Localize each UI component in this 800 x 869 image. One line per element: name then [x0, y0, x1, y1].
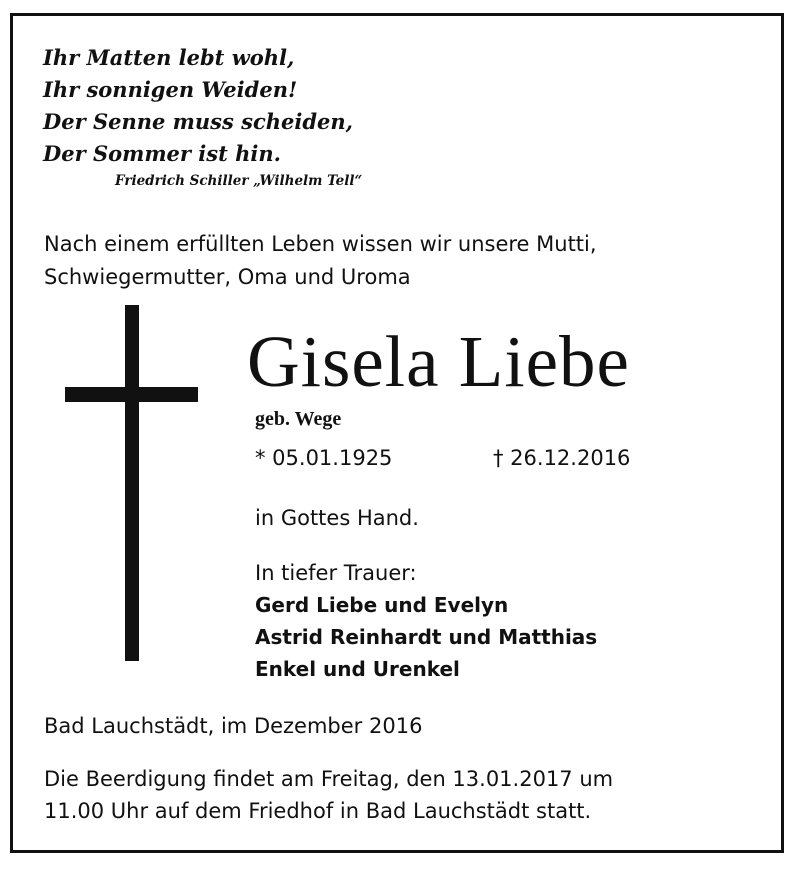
mourners-heading: In tiefer Trauer:	[255, 561, 417, 585]
intro-text	[44, 228, 597, 294]
poem-line: Ihr sonnigen Weiden!	[43, 77, 298, 102]
poem-line: Der Senne muss scheiden,	[43, 109, 353, 134]
poem-line: Der Sommer ist hin.	[43, 141, 281, 166]
mourner-name: Enkel und Urenkel	[255, 657, 460, 681]
mourner-name: Astrid Reinhardt und Matthias	[255, 625, 598, 649]
mourners	[255, 557, 597, 685]
poem-line: Ihr Matten lebt wohl,	[43, 45, 295, 70]
poem	[43, 42, 353, 170]
faith-line: in Gottes Hand.	[255, 506, 419, 530]
poem-attribution: Friedrich Schiller „Wilhelm Tell“	[115, 173, 363, 189]
funeral-line: 11.00 Uhr auf dem Friedhof in Bad Lauchstädt statt.	[44, 799, 592, 823]
deceased-name: Gisela Liebe	[247, 321, 630, 402]
birth-name: geb. Wege	[255, 408, 342, 430]
funeral-line: Die Beerdigung findet am Freitag, den 13.01.2017 um	[44, 767, 614, 791]
mourner-name: Gerd Liebe und Evelyn	[255, 593, 509, 617]
funeral-info	[44, 763, 613, 827]
intro-line: Schwiegermutter, Oma und Uroma	[44, 265, 411, 289]
intro-line: Nach einem erfüllten Leben wissen wir unsere Mutti,	[44, 232, 597, 256]
cross-vertical-bar	[125, 305, 139, 661]
birth-date: * 05.01.1925	[255, 446, 393, 470]
place-date: Bad Lauchstädt, im Dezember 2016	[44, 714, 423, 738]
death-date: † 26.12.2016	[493, 446, 631, 470]
cross-horizontal-bar	[65, 387, 198, 402]
